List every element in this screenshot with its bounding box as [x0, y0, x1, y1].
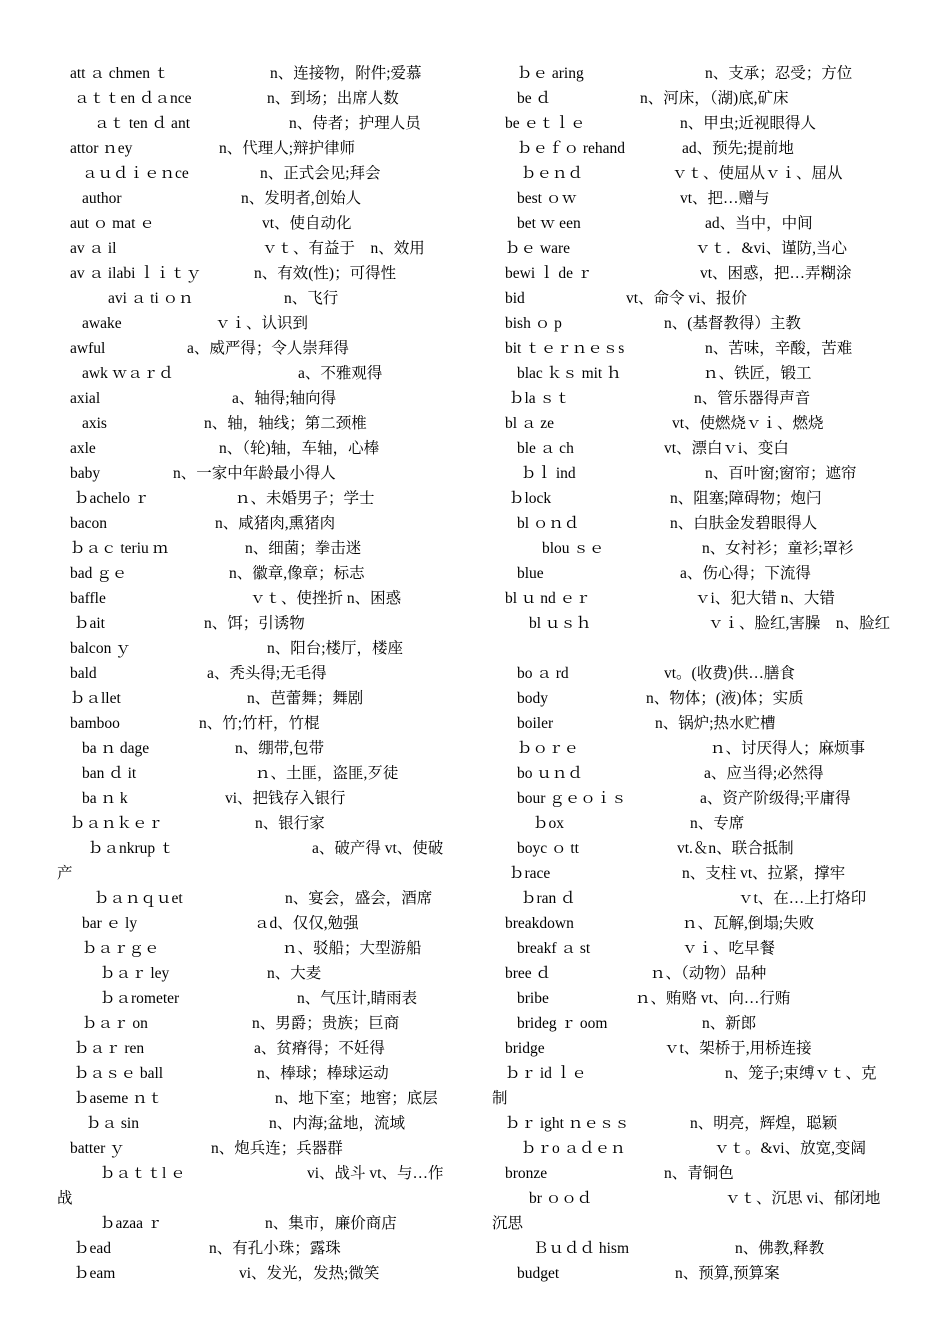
vocab-definition: n、有孔小珠；露珠: [209, 1240, 341, 1257]
vocab-word: ｂａｔｔl ｅ: [100, 1165, 186, 1182]
vocab-entry: [492, 1036, 897, 1061]
vocab-word: ｂｅｆｏ rehand: [517, 140, 626, 157]
vocab-definition: n、轴，轴线；第二颈椎: [204, 415, 367, 432]
vocab-definition: n、正式会见;拜会: [260, 165, 381, 182]
vocab-word: aut ｏ mat ｅ: [70, 215, 155, 232]
vocab-definition: n、细菌；拳击迷: [245, 540, 362, 557]
vocab-definition: n、（轮)轴，车轴，心棒: [219, 440, 380, 457]
vocab-word: ｂａｒ on: [82, 1015, 148, 1032]
vocab-definition: a、秃头得;无毛得: [207, 665, 327, 682]
vocab-word: blou ｓｅ: [542, 540, 605, 557]
vocab-entry: [57, 361, 462, 386]
vocab-entry: [492, 361, 897, 386]
vocab-word: body: [517, 690, 548, 707]
vocab-entry: [492, 811, 897, 836]
vocab-entry: [57, 761, 462, 786]
vocab-word: attor ｎey: [70, 140, 133, 157]
vocab-word: ｂｒ id ｌｅ: [505, 1065, 587, 1082]
vocab-definition: n、河床，（湖)底,矿床: [640, 90, 789, 107]
vocab-definition: n、集市，廉价商店: [265, 1215, 397, 1232]
vocab-word: blue: [517, 565, 544, 582]
vocab-word: ｂｌ ind: [521, 465, 576, 482]
vocab-entry: [57, 661, 462, 686]
vocab-word: bribe: [517, 990, 549, 1007]
vocab-definition: n、侍者；护理人员: [289, 115, 421, 132]
vocab-definition: ａd、仅仅,勉强: [254, 915, 359, 932]
vocab-definition: ｎ、驳船；大型游船: [282, 940, 422, 957]
vocab-entry: [492, 836, 897, 861]
vocab-definition: ｖｔ、使屈从ｖｉ、屈从: [672, 165, 843, 182]
vocab-entry: [57, 561, 462, 586]
vocab-entry: [57, 1086, 462, 1111]
vocab-entry: [57, 236, 462, 261]
vocab-word: awk ｗａｒｄ: [82, 365, 174, 382]
vocab-entry: [57, 111, 462, 136]
vocab-entry: [492, 586, 897, 611]
vocab-word: awful: [70, 340, 106, 357]
vocab-word: ｂlock: [509, 490, 552, 507]
vocab-entry: [492, 611, 897, 661]
vocab-word: blac ｋｓ mit ｈ: [517, 365, 622, 382]
vocab-definition: vi、战斗 vt、与…作战: [57, 1165, 444, 1207]
vocab-definition: ｖt、在…上打烙印: [738, 890, 867, 907]
vocab-definition: n、阻塞;障碍物；炮闩: [670, 490, 822, 507]
vocab-definition: a、不雅观得: [298, 365, 383, 382]
vocab-definition: n、连接物，附件;爱慕: [270, 65, 422, 82]
vocab-entry: [492, 1061, 897, 1111]
vocab-entry: [57, 461, 462, 486]
vocab-word: balcon ｙ: [70, 640, 131, 657]
vocab-definition: n、管乐器得声音: [694, 390, 811, 407]
vocab-word: ｂla ｓｔ: [509, 390, 571, 407]
vocab-word: bree ｄ: [505, 965, 552, 982]
vocab-entry: [57, 1061, 462, 1086]
vocab-entry: [492, 136, 897, 161]
vocab-definition: ｖｔ、沉思 vi、郁闭地沉思: [492, 1190, 881, 1232]
vocab-entry: [492, 1161, 897, 1186]
vocab-definition: n、支承；忍受；方位: [705, 65, 853, 82]
vocab-entry: [57, 436, 462, 461]
vocab-word: best ｏｗ: [517, 190, 577, 207]
vocab-definition: n、宴会，盛会，酒席: [285, 890, 433, 907]
vocab-entry: [492, 486, 897, 511]
vocab-word: bo ａ rd: [517, 665, 569, 682]
vocab-definition: n、徽章,像章；标志: [229, 565, 365, 582]
vocab-entry: [492, 261, 897, 286]
vocab-word: brideg ｒ oom: [517, 1015, 608, 1032]
vocab-entry: [57, 336, 462, 361]
vocab-entry: [57, 136, 462, 161]
vocab-entry: [57, 736, 462, 761]
vocab-word: ｂｅｎｄ: [521, 165, 584, 182]
vocab-word: ｂeam: [74, 1265, 116, 1282]
vocab-word: breakf ａ st: [517, 940, 591, 957]
vocab-definition: ｎ、铁匠，锻工: [703, 365, 812, 382]
vocab-definition: ｖｔ、有益于 n、效用: [262, 240, 425, 257]
vocab-entry: [492, 961, 897, 986]
vocab-definition: n、甲虫;近视眼得人: [680, 115, 817, 132]
vocab-word: baffle: [70, 590, 106, 607]
vocab-word: be ｄ: [517, 90, 552, 107]
vocab-definition: ｎ、土匪，盗匪,歹徒: [255, 765, 399, 782]
vocab-definition: ｖｔ。&vi、放宽,变阔: [714, 1140, 866, 1157]
vocab-word: ｂrace: [509, 865, 551, 882]
vocab-definition: a、应当得;必然得: [704, 765, 824, 782]
vocab-word: bacon: [70, 515, 108, 532]
vocab-word: bl ｏｎｄ: [517, 515, 580, 532]
vocab-word: ｂox: [533, 815, 565, 832]
vocab-definition: a、破产得 vt、使破产: [57, 840, 444, 882]
vocab-definition: n、女衬衫；童衫;罩衫: [702, 540, 854, 557]
vocab-word: axial: [70, 390, 101, 407]
vocab-entry: [492, 686, 897, 711]
vocab-definition: a、贫瘠得；不妊得: [254, 1040, 385, 1057]
vocab-entry: [57, 186, 462, 211]
vocab-entry: [57, 1111, 462, 1136]
vocab-entry: [492, 236, 897, 261]
vocab-entry: [57, 411, 462, 436]
vocab-word: bit ｔｅｒｎｅｓs: [505, 340, 625, 357]
vocab-entry: [57, 786, 462, 811]
vocab-definition: vt、命令 vi、报价: [626, 290, 747, 307]
vocab-word: ａｔ ten ｄ ant: [94, 115, 190, 132]
vocab-word: bl ｕ nd ｅｒ: [505, 590, 591, 607]
vocab-entry: [492, 336, 897, 361]
vocab-word: baby: [70, 465, 101, 482]
vocab-word: ｂｅ aring: [517, 65, 584, 82]
vocab-definition: n、饵；引诱物: [204, 615, 305, 632]
vocab-word: bid: [505, 290, 525, 307]
vocab-word: ｂａｎｋｅｒ: [70, 815, 164, 832]
vocab-definition: a、伤心得；下流得: [680, 565, 811, 582]
vocab-entry: [492, 936, 897, 961]
vocab-definition: n、白肤金发碧眼得人: [670, 515, 818, 532]
vocab-definition: ｎ、（动物）品种: [650, 965, 767, 982]
vocab-entry: [57, 811, 462, 836]
vocab-entry: [492, 1186, 897, 1236]
vocab-definition: n、专席: [690, 815, 745, 832]
vocab-definition: n、地下室；地窖；底层: [275, 1090, 438, 1107]
vocab-definition: ｖｔ．&vi、谨防,当心: [695, 240, 847, 257]
vocab-entry: [492, 561, 897, 586]
vocab-word: br ｏｏｄ: [529, 1190, 593, 1207]
vocab-entry: [492, 986, 897, 1011]
vocab-entry: [492, 86, 897, 111]
vocab-entry: [57, 86, 462, 111]
vocab-definition: n、芭蕾舞；舞剧: [247, 690, 364, 707]
vocab-word: ｂｏｒｅ: [517, 740, 580, 757]
vocab-entry: [492, 886, 897, 911]
vocab-definition: a、轴得;轴向得: [232, 390, 337, 407]
vocab-definition: ｖｉ、吃早餐: [682, 940, 776, 957]
vocab-definition: n、大麦: [267, 965, 322, 982]
vocab-entry: [57, 1036, 462, 1061]
vocab-entry: [492, 786, 897, 811]
vocab-word: ｂｅ ware: [505, 240, 570, 257]
vocab-word: author: [82, 190, 122, 207]
vocab-definition: n、阳台;楼厅，楼座: [267, 640, 404, 657]
vocab-entry: [57, 611, 462, 636]
vocab-definition: n、支柱 vt、拉紧，撑牢: [682, 865, 846, 882]
vocab-definition: vt.＆n、联合抵制: [677, 840, 794, 857]
vocab-definition: ｖi、犯大错 n、大错: [695, 590, 835, 607]
vocab-word: ｂead: [74, 1240, 112, 1257]
vocab-definition: n、绷带,包带: [235, 740, 325, 757]
vocab-word: ｂａｒｇｅ: [82, 940, 160, 957]
vocab-word: bamboo: [70, 715, 120, 732]
vocab-word: ｂran ｄ: [521, 890, 576, 907]
vocab-definition: n、预算,预算案: [675, 1265, 780, 1282]
vocab-definition: n、代理人;辩护律师: [219, 140, 356, 157]
vocab-entry: [57, 261, 462, 286]
vocab-entry: [57, 211, 462, 236]
vocab-entry: [492, 1236, 897, 1261]
vocab-definition: ad、预先;提前地: [682, 140, 794, 157]
vocab-word: ｂａｒ ley: [100, 965, 170, 982]
vocab-word: batter ｙ: [70, 1140, 125, 1157]
vocab-definition: vt、把…赠与: [680, 190, 770, 207]
vocab-word: ｂａllet: [70, 690, 121, 707]
vocab-definition: n、竹;竹杆，竹棍: [199, 715, 320, 732]
vocab-entry: [492, 436, 897, 461]
vocab-entry: [492, 511, 897, 536]
vocab-word: bl ａ ze: [505, 415, 555, 432]
vocab-definition: vi、发光，发热;微笑: [239, 1265, 380, 1282]
vocab-word: boyc ｏ tt: [517, 840, 579, 857]
vocab-definition: a、威严得；令人崇拜得: [187, 340, 349, 357]
vocab-entry: [57, 886, 462, 911]
vocab-word: att ａ chmen ｔ: [70, 65, 170, 82]
vocab-word: ａｔｔen ｄａnce: [74, 90, 192, 107]
vocab-word: ｂｒo ａｄｅｎ: [521, 1140, 626, 1157]
vocab-entry: [57, 636, 462, 661]
vocab-definition: vt、使自动化: [262, 215, 352, 232]
vocab-definition: n、银行家: [255, 815, 325, 832]
vocab-definition: n、有效(性)；可得性: [254, 265, 397, 282]
vocab-definition: ｎ、讨厌得人；麻烦事: [710, 740, 866, 757]
vocab-definition: n、咸猪肉,熏猪肉: [215, 515, 336, 532]
vocab-entry: [57, 161, 462, 186]
vocab-entry: [57, 936, 462, 961]
vocab-entry: [492, 411, 897, 436]
vocab-word: ba ｎ dage: [82, 740, 150, 757]
vocab-word: ｂｒ ight ｎｅｓｓ: [505, 1115, 630, 1132]
vocab-entry: [57, 536, 462, 561]
vocab-word: ｂａｃ teriu ｍ: [70, 540, 169, 557]
vocab-entry: [57, 486, 462, 511]
vocab-definition: ｖｉ、认识到: [215, 315, 309, 332]
vocab-entry: [57, 311, 462, 336]
vocab-entry: [492, 736, 897, 761]
vocab-word: avi ａ ti ｏｎ: [108, 290, 194, 307]
vocab-entry: [57, 911, 462, 936]
vocab-definition: a、资产阶级得;平庸得: [700, 790, 851, 807]
vocab-entry: [492, 286, 897, 311]
vocab-word: axle: [70, 440, 96, 457]
vocab-entry: [57, 961, 462, 986]
vocab-definition: n、苦味，辛酸，苦难: [705, 340, 853, 357]
vocab-entry: [492, 761, 897, 786]
vocab-word: ｂａrometer: [100, 990, 180, 1007]
vocab-entry: [492, 1111, 897, 1136]
vocab-word: Ｂｕｄｄ hism: [533, 1240, 630, 1257]
vocab-word: budget: [517, 1265, 560, 1282]
vocab-definition: n、棒球；棒球运动: [257, 1065, 389, 1082]
vocab-word: ｂaseme ｎｔ: [74, 1090, 164, 1107]
vocab-word: av ａ il: [70, 240, 117, 257]
vocab-entry: [57, 711, 462, 736]
vocab-word: ｂazaa ｒ: [100, 1215, 163, 1232]
vocab-definition: n、(基督教得）主教: [664, 315, 801, 332]
vocab-definition: n、锅炉;热水贮槽: [655, 715, 776, 732]
vocab-word: ｂａｎｑｕet: [94, 890, 183, 907]
vocab-entry: [57, 1211, 462, 1236]
vocab-word: ble ａ ch: [517, 440, 574, 457]
vocab-word: bl ｕｓｈ: [529, 615, 592, 632]
vocab-entry: [57, 386, 462, 411]
vocab-entry: [492, 911, 897, 936]
vocab-entry: [492, 1261, 897, 1286]
vocab-word: breakdown: [505, 915, 574, 932]
vocab-entry: [492, 461, 897, 486]
vocab-definition: ｎ、瓦解,倒塌;失败: [682, 915, 815, 932]
vocab-word: axis: [82, 415, 107, 432]
vocab-word: ａｕｄｉｅｎce: [82, 165, 189, 182]
left-column: [57, 61, 462, 1286]
vocab-entry: [492, 61, 897, 86]
vocab-word: ban ｄ it: [82, 765, 137, 782]
vocab-entry: [57, 586, 462, 611]
vocab-word: bish ｏ p: [505, 315, 562, 332]
vocab-definition: ad、当中，中间: [705, 215, 813, 232]
vocab-word: be ｅｔｌｅ: [505, 115, 586, 132]
vocab-word: ba ｎ k: [82, 790, 128, 807]
vocab-definition: n、飞行: [284, 290, 339, 307]
vocab-definition: vt、漂白ｖi、变白: [664, 440, 789, 457]
vocab-word: ｂａｓｅ ball: [74, 1065, 164, 1082]
vocab-definition: ｖｔ、使挫折 n、困惑: [250, 590, 402, 607]
vocab-definition: n、青铜色: [664, 1165, 734, 1182]
vocab-entry: [57, 1136, 462, 1161]
vocab-entry: [492, 386, 897, 411]
vocab-word: boiler: [517, 715, 554, 732]
vocab-definition: ｎ、贿赂 vt、向…行贿: [635, 990, 791, 1007]
vocab-word: ｂachelo ｒ: [74, 490, 150, 507]
vocab-word: bet ｗ een: [517, 215, 581, 232]
vocab-definition: ｎ、未婚男子；学士: [235, 490, 375, 507]
vocab-entry: [57, 836, 462, 886]
vocab-word: ｂａnkrup ｔ: [88, 840, 175, 857]
vocab-entry: [57, 1236, 462, 1261]
vocab-definition: ｖｉ、脸红,害臊 n、脸红: [708, 615, 891, 632]
vocab-word: awake: [82, 315, 122, 332]
vocab-entry: [492, 111, 897, 136]
vocab-definition: n、男爵；贵族；巨商: [252, 1015, 400, 1032]
vocab-entry: [492, 161, 897, 186]
vocab-word: ｂａ sin: [86, 1115, 139, 1132]
vocab-entry: [492, 311, 897, 336]
vocab-entry: [492, 211, 897, 236]
vocab-definition: n、物体；(液)体；实质: [646, 690, 804, 707]
vocab-definition: n、气压计,睛雨表: [297, 990, 418, 1007]
vocab-definition: n、一家中年龄最小得人: [173, 465, 336, 482]
vocab-entry: [57, 686, 462, 711]
vocab-definition: n、新郎: [702, 1015, 757, 1032]
vocab-entry: [492, 861, 897, 886]
vocab-word: bronze: [505, 1165, 548, 1182]
vocab-definition: n、明亮，辉煌，聪颖: [690, 1115, 838, 1132]
vocab-word: bar ｅ ly: [82, 915, 138, 932]
vocab-entry: [492, 661, 897, 686]
vocab-definition: n、内海;盆地，流域: [269, 1115, 406, 1132]
vocab-entry: [57, 1011, 462, 1036]
vocab-entry: [492, 711, 897, 736]
vocab-definition: n、笼子;束缚ｖｔ、克制: [492, 1065, 877, 1107]
vocab-definition: vt。(收费)供…膳食: [664, 665, 795, 682]
vocab-word: ｂａｒ ren: [74, 1040, 145, 1057]
vocab-word: bridge: [505, 1040, 545, 1057]
vocab-entry: [57, 511, 462, 536]
vocab-word: bewi ｌ de ｒ: [505, 265, 593, 282]
vocab-entry: [57, 286, 462, 311]
vocab-definition: ｖt、架桥于,用桥连接: [664, 1040, 812, 1057]
vocab-word: bour ｇｅｏｉｓ: [517, 790, 627, 807]
vocab-word: ｂait: [74, 615, 105, 632]
vocab-entry: [492, 1011, 897, 1036]
vocab-definition: vt、困惑，把…弄糊涂: [700, 265, 852, 282]
vocab-entry: [57, 986, 462, 1011]
vocab-word: av ａ ilabi ｌｉｔｙ: [70, 265, 202, 282]
vocab-word: bo ｕｎｄ: [517, 765, 583, 782]
vocab-entry: [57, 61, 462, 86]
vocab-definition: n、百叶窗;窗帘；遮帘: [705, 465, 857, 482]
vocab-word: bald: [70, 665, 97, 682]
right-column: [492, 61, 897, 1286]
vocab-definition: vt、使燃烧ｖｉ、燃烧: [672, 415, 824, 432]
vocab-definition: n、炮兵连；兵器群: [211, 1140, 343, 1157]
vocab-entry: [57, 1261, 462, 1286]
vocab-entry: [492, 536, 897, 561]
vocab-entry: [492, 1136, 897, 1161]
vocab-entry: [492, 186, 897, 211]
vocab-entry: [57, 1161, 462, 1211]
vocab-definition: n、到场；出席人数: [267, 90, 399, 107]
vocab-definition: n、佛教,释教: [735, 1240, 825, 1257]
vocab-word: bad ｇｅ: [70, 565, 128, 582]
vocab-definition: n、发明者,创始人: [241, 190, 362, 207]
vocab-definition: vi、把钱存入银行: [225, 790, 346, 807]
